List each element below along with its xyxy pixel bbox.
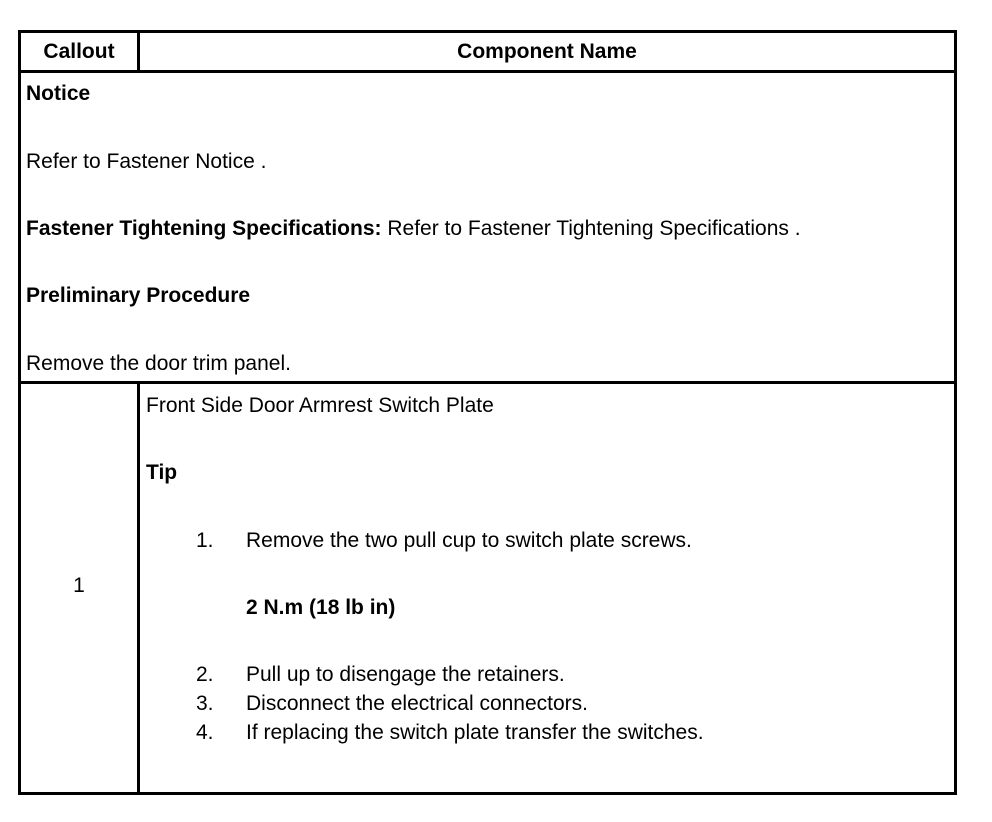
step-text: Pull up to disengage the retainers.	[246, 663, 565, 686]
notice-heading: Notice	[26, 82, 91, 105]
callout-number: 1	[73, 574, 85, 597]
step-text: Remove the two pull cup to switch plate screws.	[246, 529, 692, 552]
torque-spec: 2 N.m (18 lb in)	[246, 596, 396, 619]
component-name: Front Side Door Armrest Switch Plate	[146, 394, 494, 417]
procedure-table	[18, 30, 957, 795]
fastener-spec-label: Fastener Tightening Specifications:	[26, 217, 382, 240]
step-number: 2.	[196, 663, 214, 686]
step-number: 4.	[196, 721, 214, 744]
step-text: If replacing the switch plate transfer the switches.	[246, 721, 704, 744]
component-cell	[140, 384, 954, 792]
fastener-spec-line	[26, 217, 801, 241]
fastener-notice-text: Refer to Fastener Notice .	[26, 150, 267, 173]
preliminary-text: Remove the door trim panel.	[26, 352, 291, 375]
callout-cell	[21, 384, 140, 792]
step-number: 3.	[196, 692, 214, 715]
table-row	[21, 384, 954, 792]
step-text: Disconnect the electrical connectors.	[246, 692, 588, 715]
preliminary-heading: Preliminary Procedure	[26, 284, 251, 307]
fastener-spec-text: Refer to Fastener Tightening Specifications .	[387, 217, 801, 240]
header-callout: Callout	[21, 33, 140, 70]
notice-row	[21, 73, 954, 384]
tip-heading: Tip	[146, 461, 178, 484]
step-number: 1.	[196, 529, 214, 552]
table-header-row	[21, 33, 954, 73]
header-component-name: Component Name	[457, 39, 637, 63]
